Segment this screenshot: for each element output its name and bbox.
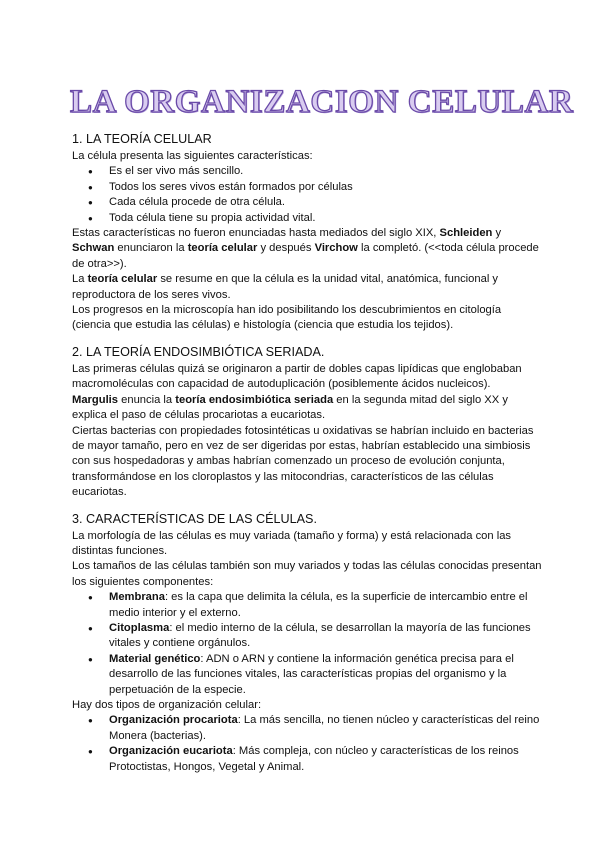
text: La — [72, 273, 85, 286]
virchow-name: Virchow — [314, 242, 358, 255]
text: la completó. (<<toda célula procede de otra>>). — [72, 242, 539, 270]
section-3-paragraph: La morfología de las células es muy variada (tamaño y forma) y está relacionada con las distintas funciones. — [72, 529, 512, 557]
section-1-paragraph — [72, 226, 542, 272]
term: Citoplasma — [109, 621, 170, 634]
section-1-paragraph — [72, 272, 542, 303]
list-item: ● Toda célula tiene su propia actividad vital. — [72, 211, 542, 226]
document-body — [72, 131, 542, 775]
section-2-paragraph — [72, 393, 542, 424]
text: en la segunda mitad del siglo XX y explica el paso de células procariotas a eucariotas. — [72, 393, 508, 422]
text: enunciaron la — [117, 242, 185, 255]
section-1-bullet-list — [72, 164, 542, 226]
section-3-heading: 3. CARACTERÍSTICAS DE LAS CÉLULAS. — [72, 511, 317, 526]
text: se resume en que la célula es la unidad vital, anatómica, funcional y reproductora de los seres vivos. — [72, 273, 499, 301]
margulis-name: Margulis — [72, 393, 119, 406]
list-item: ● Cada célula procede de otra célula. — [72, 195, 542, 210]
text: : es la capa que delimita la célula, es la superficie de intercambio entre el medio interior y el externo. — [109, 591, 528, 619]
section-3-paragraph: Hay dos tipos de organización celular: — [72, 699, 262, 711]
text: : el medio interno de la célula, se desarrollan la mayoría de las funciones vitales y contiene orgánulos. — [109, 621, 531, 650]
text: : Más compleja, con núcleo y características de los reinos Protoctistas, Hongos, Vegetal y Animal. — [109, 745, 519, 773]
text: enuncia la — [121, 393, 173, 406]
list-item — [72, 713, 542, 744]
organization-types-list — [72, 713, 542, 775]
term: Organización eucariota — [109, 745, 233, 758]
teoria-celular-term: teoría celular — [87, 273, 158, 286]
term: Material genético — [109, 652, 201, 665]
section-1-paragraph: Los progresos en la microscopía han ido posibilitando los descubrimientos en citología (ciencia que estudia las células) e histología (ciencia que estudia los tejidos). — [72, 304, 502, 332]
teoria-endosimbiotica-term: teoría endosimbiótica seriada — [175, 393, 334, 406]
components-list — [72, 590, 542, 698]
text: Estas características no fueron enunciadas hasta mediados del siglo XIX, — [72, 227, 437, 240]
list-item — [72, 590, 542, 621]
section-1-heading: 1. LA TEORÍA CELULAR — [72, 132, 212, 146]
section-2-paragraph: Ciertas bacterias con propiedades fotosintéticas u oxidativas se habrían incluido en bacterias de mayor tamaño, pero en vez de ser digeridas por estas, habrían establecido una simbiosis con sus hospedadoras y ambas habrían comenzado un proceso de evolución conjunta, transformándose en los cloroplastos y las mitocondrias, característicos de las células eucariotas. — [72, 424, 534, 499]
schleiden-name: Schleiden — [439, 227, 493, 240]
term: Organización procariota — [109, 714, 238, 727]
list-item: ● Es el ser vivo más sencillo. — [72, 164, 542, 179]
section-3-paragraph: Los tamaños de las células también son muy variados y todas las células conocidas presentan los siguientes componentes: — [72, 560, 542, 588]
text: : ADN o ARN y contiene la información genética precisa para el desarrollo de las funciones vitales, las características propias del organismo y la perpetuación de la especie. — [109, 652, 514, 696]
section-2-heading: 2. LA TEORÍA ENDOSIMBIÓTICA SERIADA. — [72, 344, 325, 359]
list-item — [72, 621, 542, 652]
text: : La más sencilla, no tienen núcleo y características del reino Monera (bacterias). — [109, 714, 540, 742]
teoria-celular-term: teoría celular — [187, 242, 258, 255]
list-item — [72, 744, 542, 775]
page-title: LA ORGANIZACION CELULAR — [70, 84, 574, 120]
text: y — [495, 227, 502, 240]
section-2-paragraph: Las primeras células quizá se originaron a partir de dobles capas lipídicas que englobaban macromoléculas con capacidad de autoduplicación (posiblemente ácidos nucleicos). — [72, 362, 522, 391]
list-item — [72, 652, 542, 698]
section-1-intro: La célula presenta las siguientes características: — [72, 150, 313, 162]
list-item: ● Todos los seres vivos están formados por células — [72, 180, 542, 195]
schwan-name: Schwan — [72, 242, 115, 255]
term: Membrana — [109, 591, 165, 604]
text: y después — [260, 242, 312, 255]
